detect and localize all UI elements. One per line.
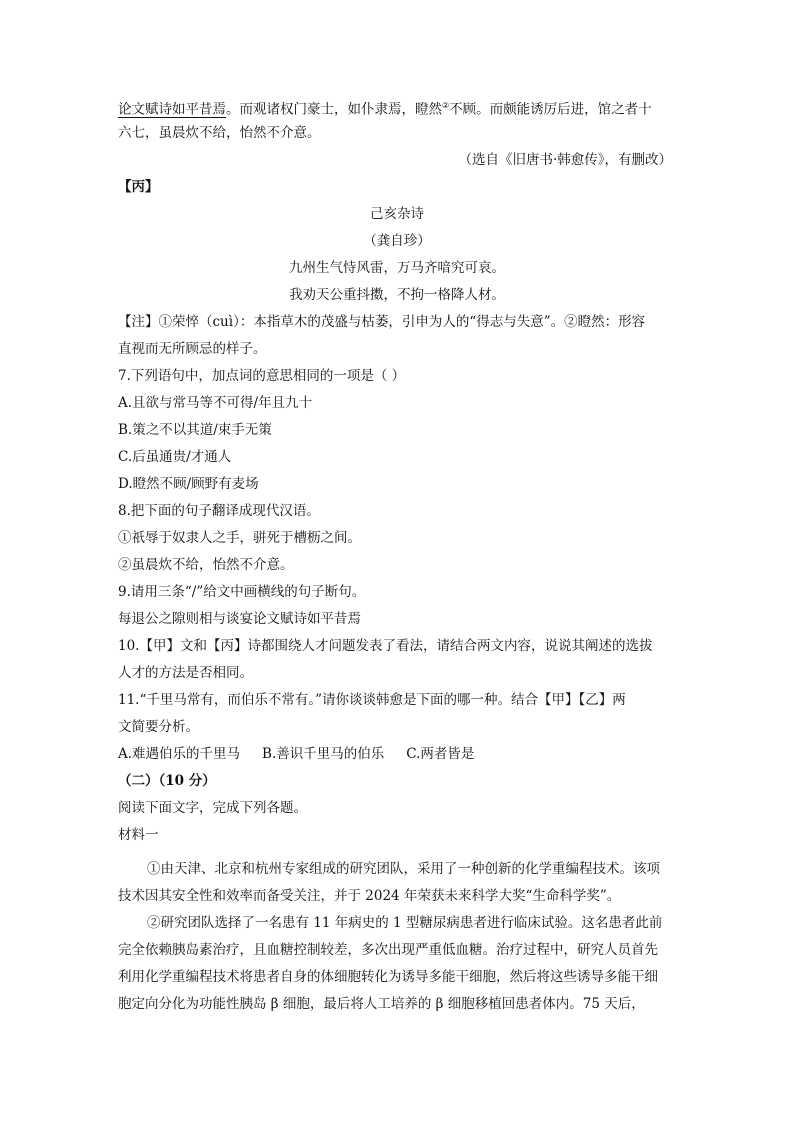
footnote-marker: ② — [442, 101, 450, 110]
poem-author: （龚自珍） — [363, 233, 431, 249]
source-citation: （选自《旧唐书·韩愈传》，有删改） — [458, 152, 672, 168]
option-b: B.策之不以其道/束手无策 — [118, 422, 272, 438]
paragraph-2-cont: 利用化学重编程技术将患者自身的体细胞转化为诱导多能干细胞，然后将这些诱导多能干细 — [118, 969, 658, 985]
section-heading-2: （二）（10 分） — [118, 773, 216, 789]
question-11: 11.“千里马常有，而伯乐不常有。”请你谈谈韩愈是下面的哪一种。结合【甲】【乙】两 — [118, 692, 626, 708]
paragraph-2-cont: 完全依赖胰岛素治疗，且血糖控制较差，多次出现严重低血糖。治疗过程中，研究人员首先 — [118, 942, 658, 958]
option-b: B.善识千里马的伯乐 — [262, 746, 385, 762]
option-c: C.两者皆是 — [406, 746, 475, 762]
section-label-bing: 【丙】 — [118, 179, 159, 195]
option-c: C.后虽通贵/才通人 — [118, 449, 232, 465]
question-11-cont: 文简要分析。 — [118, 719, 199, 735]
question-7: 7.下列语句中，加点词的意思相同的一项是（ ） — [118, 368, 406, 384]
notes: 直视而无所顾忌的样子。 — [118, 341, 267, 357]
punctuation-sentence: 每退公之隙则相与谈宴论文赋诗如平昔焉 — [118, 611, 361, 627]
question-11-options — [118, 745, 474, 763]
poem-line: 九州生气恃风雷，万马齐喑究可哀。 — [289, 260, 505, 276]
paragraph-1-cont: 技术因其安全性和效率而备受关注，并于 2024 年荣获未来科学大奖“生命科学奖”。 — [118, 888, 621, 904]
question-9: 9.请用三条“/”给文中画横线的句子断句。 — [118, 584, 366, 600]
option-a: A.且欲与常马等不可得/年且九十 — [118, 395, 313, 411]
paragraph-1: ①由天津、北京和杭州专家组成的研究团队，采用了一种创新的化学重编程技术。该项 — [147, 861, 660, 877]
paragraph-2-cont: 胞定向分化为功能性胰岛 β 细胞，最后将人工培养的 β 细胞移植回患者体内。75 天后， — [118, 996, 645, 1012]
notes: 【注】①荣悴（cuì）：本指草木的茂盛与枯萎，引申为人的“得志与失意”。②瞪然：形容 — [118, 314, 646, 330]
poem-title: 己亥杂诗 — [370, 206, 424, 222]
question-10-cont: 人才的方法是否相同。 — [118, 665, 253, 681]
underlined-sentence: 论文赋诗如平昔焉 — [118, 101, 226, 118]
question-10: 10.【甲】文和【丙】诗都围绕人才问题发表了看法，请结合两文内容，说说其阐述的选拔 — [118, 638, 653, 654]
paragraph-2: ②研究团队选择了一名患有 11 年病史的 1 型糖尿病患者进行临床试验。这名患者此前 — [147, 915, 663, 931]
option-d: D.瞪然不顾/顾野有麦场 — [118, 476, 259, 492]
option-a: A.难遇伯乐的千里马 — [118, 746, 241, 762]
question-8: 8.把下面的句子翻译成现代汉语。 — [118, 503, 320, 519]
passage-line: 六七，虽晨炊不给，怡然不介意。 — [118, 125, 321, 141]
translate-sentence-2: ②虽晨炊不给，怡然不介意。 — [118, 557, 294, 573]
translate-sentence-1: ①祇辱于奴隶人之手，骈死于槽枥之间。 — [118, 530, 361, 546]
material-label: 材料一 — [118, 827, 159, 843]
instruction: 阅读下面文字，完成下列各题。 — [118, 800, 307, 816]
poem-line: 我劝天公重抖擞，不拘一格降人材。 — [289, 287, 505, 303]
passage-line: 论文赋诗如平昔焉。而观诸权门豪士，如仆隶焉，瞪然②不顾。而颇能诱厉后进，馆之者十 — [118, 101, 652, 118]
